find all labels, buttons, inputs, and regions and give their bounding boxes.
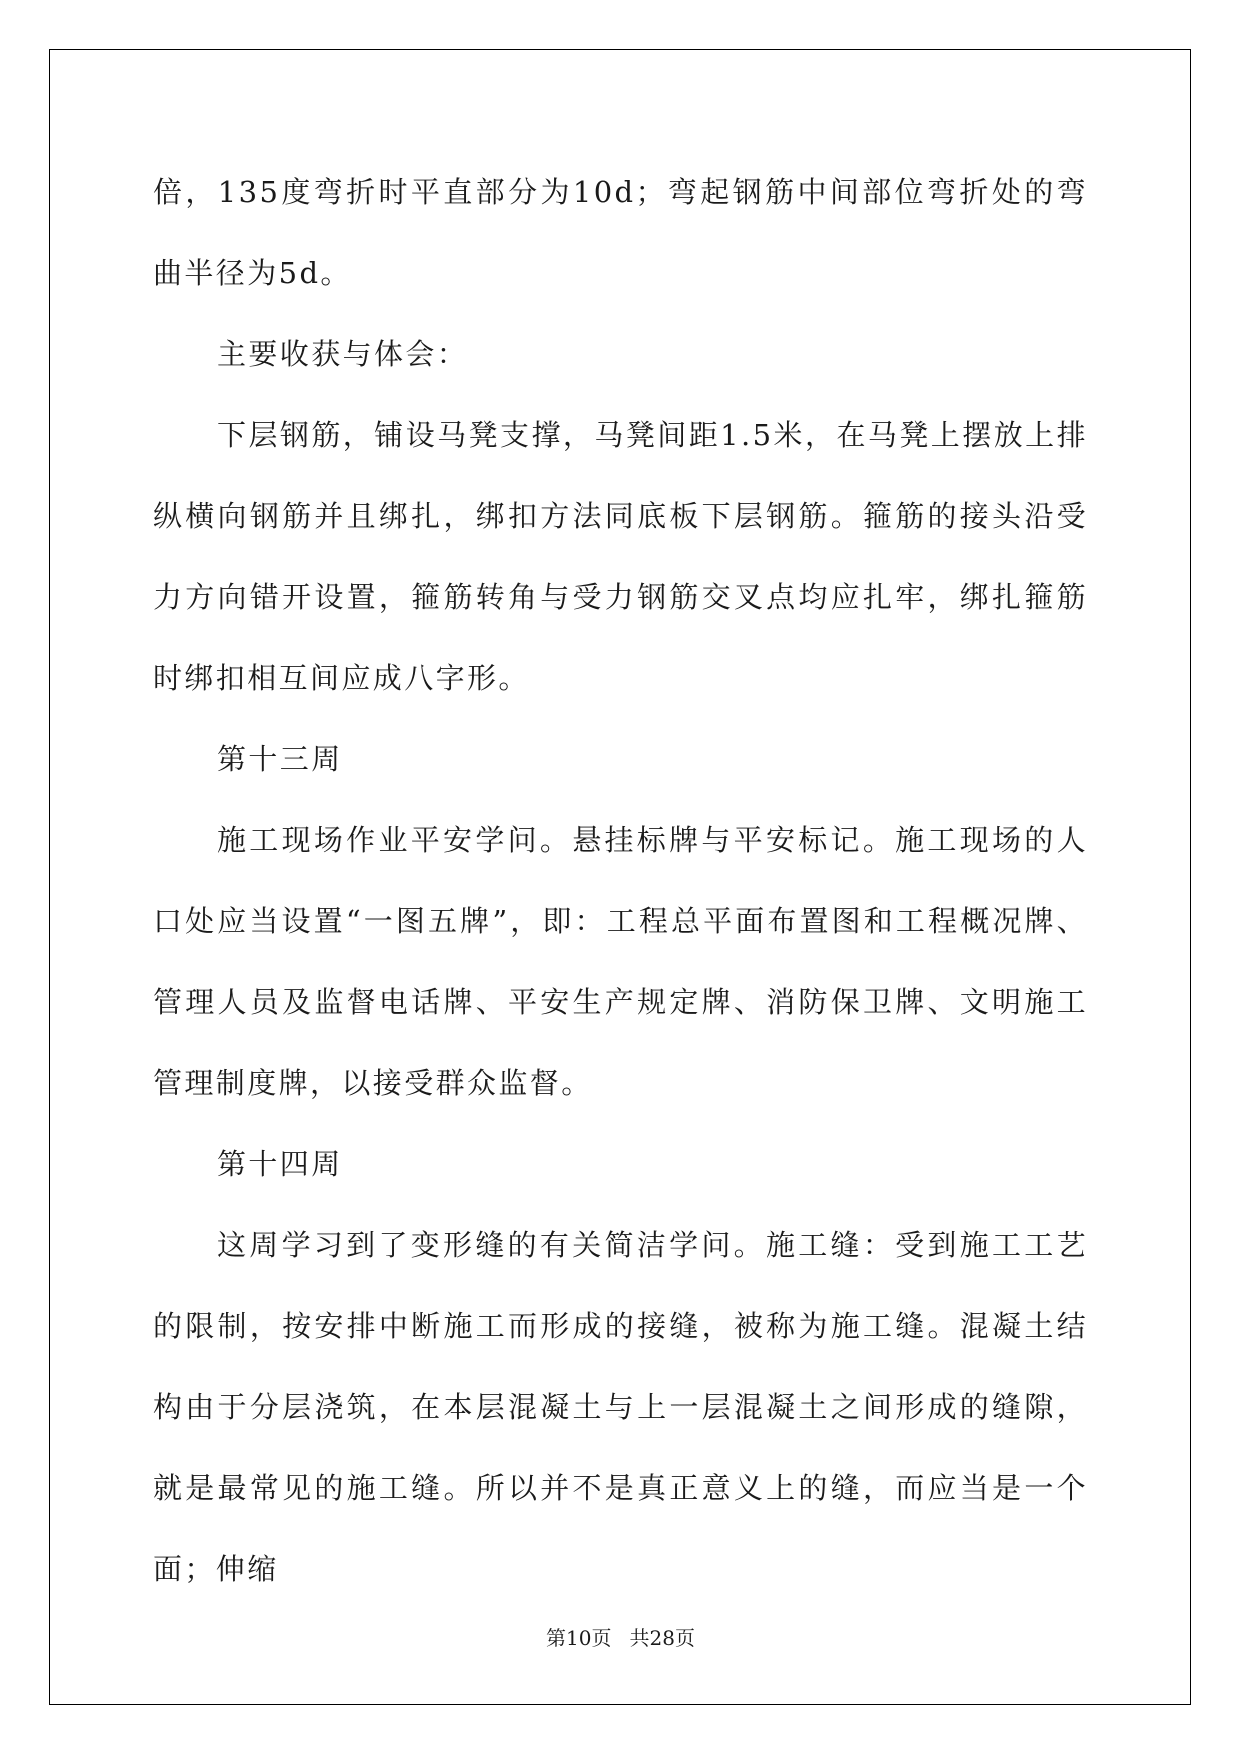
paragraph-site-safety: 施工现场作业平安学问。悬挂标牌与平安标记。施工现场的人口处应当设置“一图五牌”，即：工程总平面布置图和工程概况牌、管理人员及监督电话牌、平安生产规定牌、消防保卫牌、文明施工管理制度牌，以接受群众监督。 bbox=[153, 823, 1088, 1100]
heading-week-14: 第十四周 bbox=[217, 1147, 343, 1181]
document-body bbox=[153, 152, 1088, 1610]
heading-week-13: 第十三周 bbox=[217, 742, 343, 776]
paragraph-lower-rebar: 下层钢筋，铺设马凳支撑，马凳间距1.5米，在马凳上摆放上排纵横向钢筋并且绑扎，绑扣方法同底板下层钢筋。箍筋的接头沿受力方向错开设置，箍筋转角与受力钢筋交叉点均应扎牢，绑扎箍筋时绑扣相互间应成八字形。 bbox=[153, 418, 1088, 695]
page-number: 第10页 bbox=[546, 1626, 612, 1650]
page-total: 共28页 bbox=[629, 1626, 695, 1650]
paragraph-construction-joint: 这周学习到了变形缝的有关简洁学问。施工缝：受到施工工艺的限制，按安排中断施工而形成的接缝，被称为施工缝。混凝土结构由于分层浇筑，在本层混凝土与上一层混凝土之间形成的缝隙，就是最常见的施工缝。所以并不是真正意义上的缝，而应当是一个面；伸缩 bbox=[153, 1228, 1088, 1586]
paragraph-main-takeaways-heading: 主要收获与体会： bbox=[217, 337, 469, 371]
paragraph-rebar-bend-continuation: 倍，135度弯折时平直部分为10d；弯起钢筋中间部位弯折处的弯曲半径为5d。 bbox=[153, 175, 1088, 290]
page-footer bbox=[0, 1626, 1241, 1650]
